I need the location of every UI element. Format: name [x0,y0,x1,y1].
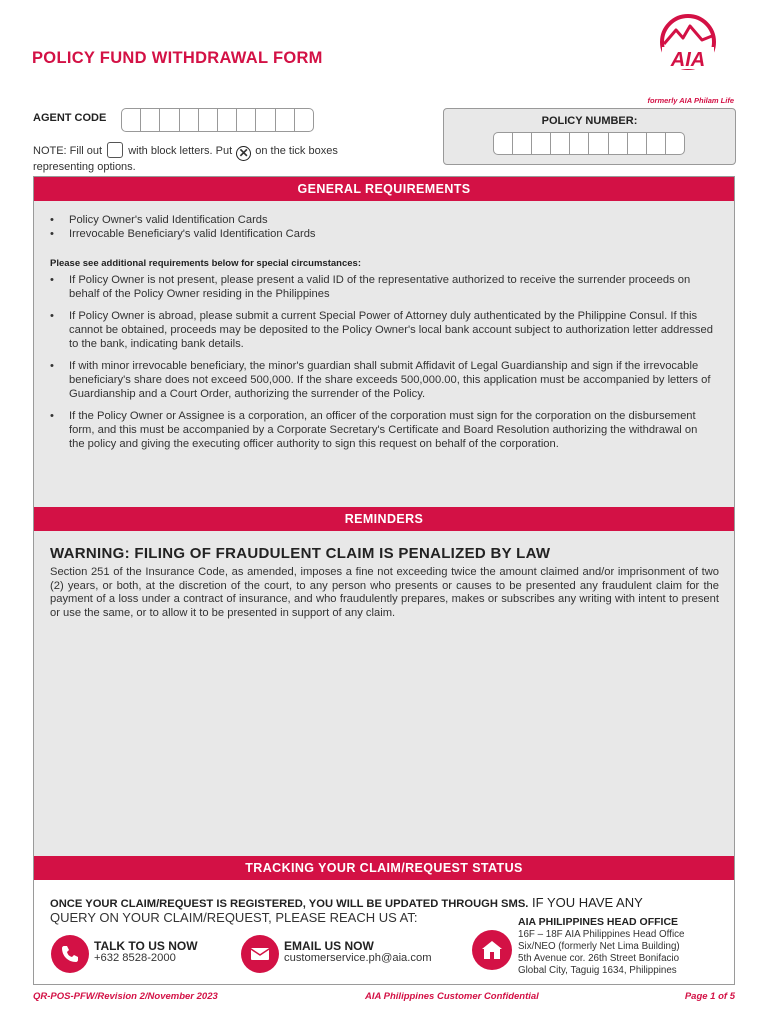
email-address[interactable]: customerservice.ph@aia.com [284,952,432,964]
query-notice: QUERY ON YOUR CLAIM/REQUEST, PLEASE REACH US AT: [50,910,418,925]
list-item: • Irrevocable Beneficiary's valid Identification Cards [50,227,720,241]
aia-logo-icon [656,14,720,76]
fill-out-note [33,142,343,174]
office-address [518,929,684,977]
page-number: Page 1 of 5 [684,991,735,1002]
agent-code-input[interactable] [121,108,314,132]
list-item: • If Policy Owner is not present, please present a valid ID of the representative authorized to receive the surrender proceeds on behalf of the Policy Owner residing in the Philippines [50,273,715,301]
address-line: Global City, Taguig 1634, Philippines [518,965,677,976]
general-requirements-heading: GENERAL REQUIREMENTS [34,177,734,201]
address-line: Six/NEO (formerly Net Lima Building) [518,941,680,952]
list-item: • If the Policy Owner or Assignee is a corporation, an officer of the corporation must sign for the corporation on the disbursement form, and this must be accompanied by a Corporate Secretary's Certificate and Board Resolution authorizing the withdrawal on the policy and giving the executing officer authority to sign this request on behalf of the corporation. [50,409,715,451]
phone-icon [51,935,89,973]
special-circumstances-heading: Please see additional requirements below for special circumstances: [50,258,361,269]
phone-heading: TALK TO US NOW [94,939,198,953]
sms-notice-bold: ONCE YOUR CLAIM/REQUEST IS REGISTERED, YOU WILL BE UPDATED THROUGH SMS. [50,898,529,910]
building-icon [472,930,512,970]
list-item: • Policy Owner's valid Identification Cards [50,213,720,227]
list-item: • If Policy Owner is abroad, please submit a current Special Power of Attorney duly authenticated by the Philippine Consul. If this cannot be obtained, proceeds may be deposited to the Policy Owner's local bank account subject to authorization letter addressed to the bank, indicating bank details. [50,309,715,351]
agent-code-label: AGENT CODE [33,112,107,124]
reminders-heading: REMINDERS [34,507,734,531]
x-mark-icon: ✕ [236,146,251,161]
warning-title: WARNING: FILING OF FRAUDULENT CLAIM IS PENALIZED BY LAW [50,545,551,562]
note-text-2: with block letters. Put [128,145,233,157]
sms-notice-normal: IF YOU HAVE ANY [528,895,643,910]
office-heading: AIA PHILIPPINES HEAD OFFICE [518,916,679,928]
logo-caption: formerly AIA Philam Life [647,96,734,105]
list-item: • If with minor irrevocable beneficiary, the minor's guardian shall submit Affidavit of Legal Guardianship and sign if the irrevocable beneficiary's share does not exceed 500,000. If the share exceeds 500,000.00, this application must be accompanied by letters of Guardianship and a Court Order, authorizing the surrender of the Policy. [50,359,715,401]
address-line: 5th Avenue cor. 26th Street Bonifacio [518,953,680,964]
form-code: QR-POS-PFW/Revision 2/November 2023 [33,991,218,1002]
note-text-3: on the tick boxes representing options. [33,145,338,173]
address-line: 16F – 18F AIA Philippines Head Office [518,929,685,940]
note-text-1: NOTE: Fill out [33,145,103,157]
email-icon [241,935,279,973]
policy-number-box [443,108,736,165]
policy-number-input[interactable] [493,132,685,155]
form-title: POLICY FUND WITHDRAWAL FORM [32,49,323,67]
svg-text:AIA: AIA [670,49,706,71]
general-requirements-list [50,213,720,241]
contact-section [34,880,734,984]
tracking-heading: TRACKING YOUR CLAIM/REQUEST STATUS [34,856,734,880]
policy-number-label: POLICY NUMBER: [541,115,638,127]
aia-logo [647,14,738,105]
warning-text: Section 251 of the Insurance Code, as amended, imposes a fine not exceeding twice the amount claimed and/or imprisonment of two (2) years, or both, at the discretion of the court, to any person who presents or causes to be presented any fraudulent claim for the payment of a loss under a contract of insurance, and who fraudulently prepares, makes or subscribes any writing with intent to present or use the same, or to allow it to be presented in support of any claim. [50,566,719,619]
blank-box-icon [107,142,123,158]
confidential-label: AIA Philippines Customer Confidential [365,991,539,1002]
requirements-panel [33,176,735,985]
phone-number[interactable]: +632 8528-2000 [94,952,176,964]
special-requirements-list [50,273,715,459]
email-heading: EMAIL US NOW [284,939,374,953]
